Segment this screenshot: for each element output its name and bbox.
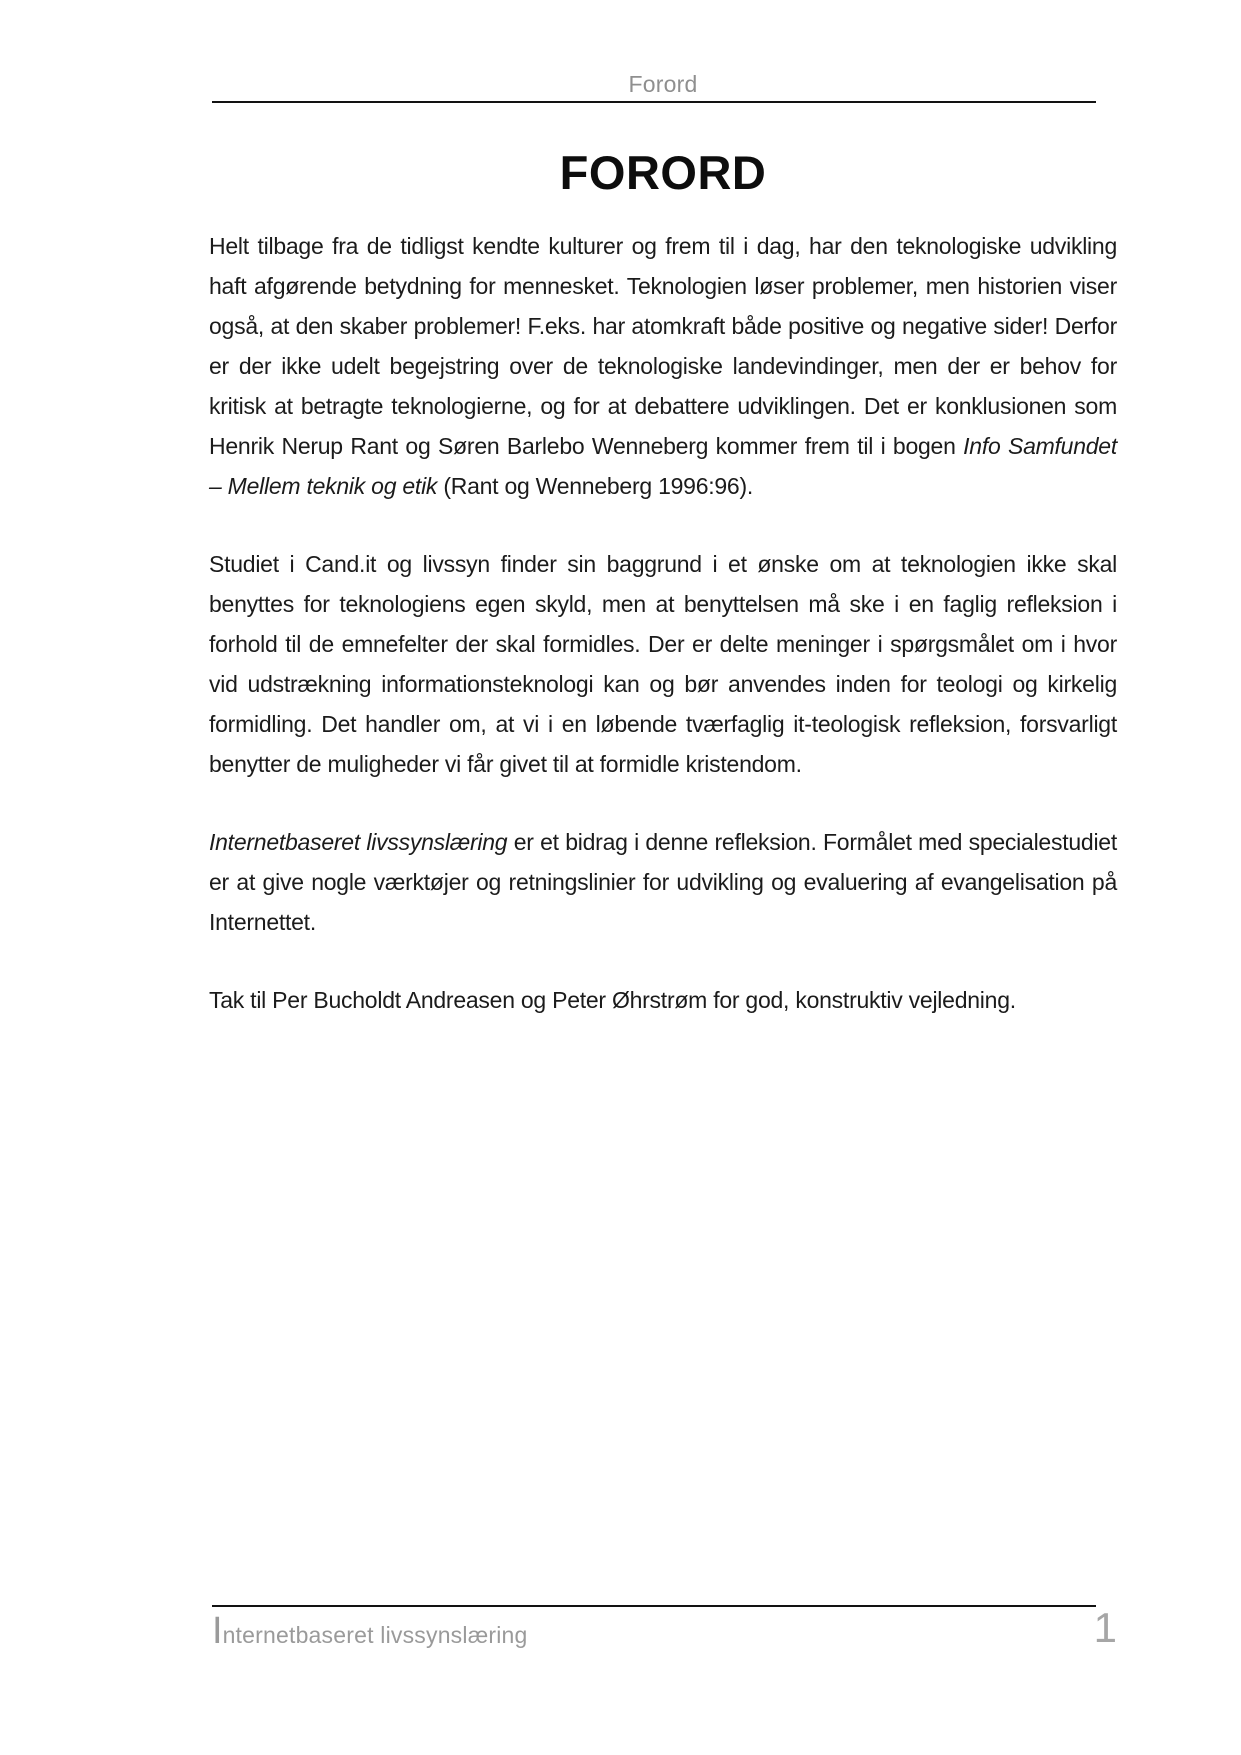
footer-rule (212, 1605, 1096, 1607)
header-rule (212, 101, 1096, 103)
book-title-italic: Info Samfundet – Mellem teknik og etik (209, 433, 1117, 499)
footer-title-initial: I (212, 1610, 223, 1652)
footer-doc-title (212, 1611, 528, 1655)
footer-title-rest: nternetbaseret livssynslæring (222, 1622, 528, 1648)
paragraph-2: Studiet i Cand.it og livssyn finder sin baggrund i et ønske om at teknologien ikke skal benyttes for teknologiens egen skyld, men at benyttelsen må ske i en faglig refleksion i forhold til de emnefelter der skal formidles. Der er delte meninger i spørgsmålet om i hvor vid udstrækning informationsteknologi kan og bør anvendes inden for teologi og kirkelig formidling. Det handler om, at vi i en løbende tværfaglig it-teologisk refleksion, forsvarligt benytter de muligheder vi får givet til at formidle kristendom. (209, 551, 1117, 777)
paragraph-1 (209, 226, 1117, 506)
paragraph-1-citation: (Rant og Wenneberg 1996:96). (437, 473, 754, 499)
thesis-title-italic: Internetbaseret livssynslæring (209, 829, 508, 855)
running-header-title: Forord (628, 71, 698, 97)
paragraph-3 (209, 822, 1117, 942)
paragraph-3-text: er et bidrag i denne refleksion. Formålet med specialestudiet er at give nogle værktøjer og retningslinier for udvikling og evaluering af evangelisation på Internettet. (209, 829, 1117, 935)
body-content (209, 226, 1117, 1058)
page-number: 1 (1093, 1604, 1117, 1651)
paragraph-4: Tak til Per Bucholdt Andreasen og Peter Øhrstrøm for god, konstruktiv vejledning. (209, 987, 1016, 1013)
paragraph-1-text: Helt tilbage fra de tidligst kendte kulturer og frem til i dag, har den teknologiske udvikling haft afgørende betydning for mennesket. Teknologien løser problemer, men historien viser også, at den skaber problemer! F.eks. har atomkraft både positive og negative sider! Derfor er der ikke udelt begejstring over de teknologiske landevindinger, men der er behov for kritisk at betragte teknologierne, og for at debattere udviklingen. Det er konklusionen som Henrik Nerup Rant og Søren Barlebo Wenneberg kommer frem til i bogen (209, 233, 1117, 459)
chapter-title: FORORD (559, 146, 767, 199)
